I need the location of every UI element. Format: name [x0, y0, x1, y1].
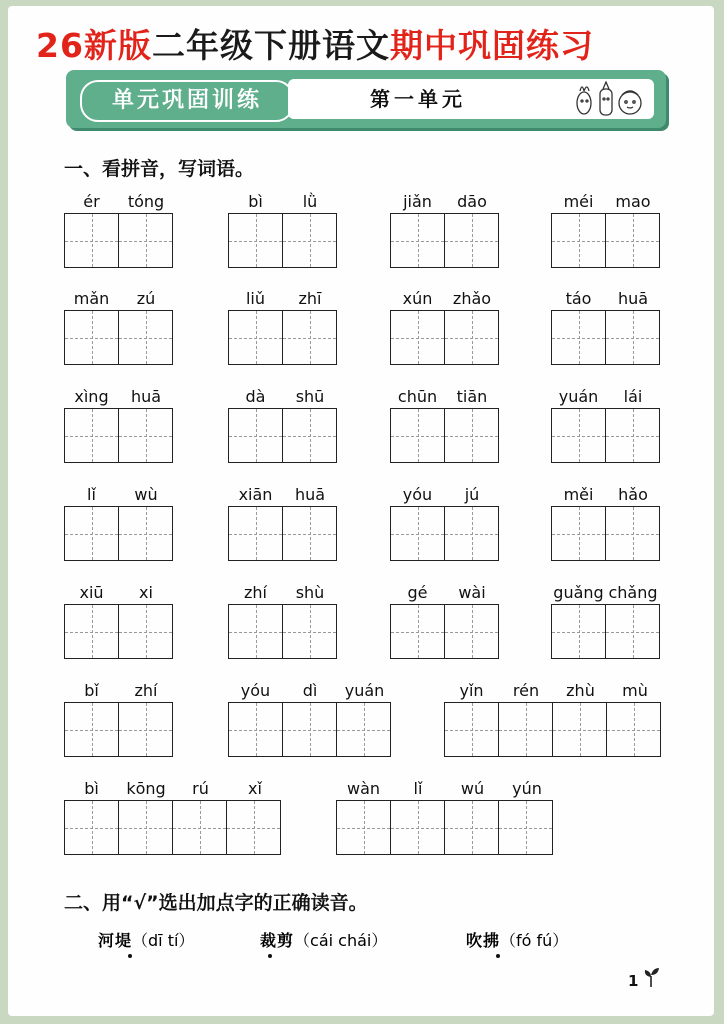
pinyin-syllable: huā	[294, 485, 326, 504]
pinyin-syllable: yún	[512, 779, 542, 798]
writing-cell[interactable]	[444, 506, 499, 561]
pinyin-syllable: huā	[617, 289, 649, 308]
vegetable-doodle-icon	[570, 81, 650, 117]
writing-cell[interactable]	[390, 506, 444, 561]
pinyin-syllable: bì	[84, 779, 99, 798]
pinyin-syllable: guǎng	[553, 583, 604, 602]
writing-cell[interactable]	[64, 408, 118, 463]
page-number: 1	[628, 972, 639, 990]
pinyin-syllable: bǐ	[84, 681, 99, 700]
writing-cell[interactable]	[118, 213, 173, 268]
pinyin-syllable: yuán	[344, 681, 385, 700]
writing-cell[interactable]	[390, 800, 444, 855]
tianzige-boxes	[390, 408, 499, 463]
writing-cell[interactable]	[282, 604, 337, 659]
pinyin-syllable: gé	[407, 583, 428, 602]
writing-cell[interactable]	[390, 604, 444, 659]
writing-cell[interactable]	[444, 800, 498, 855]
reading-choice-2-options: （cái chái）	[294, 931, 388, 950]
section-2-heading: 二、用“√”选出加点字的正确读音。	[64, 892, 368, 914]
unit-name: 第一单元	[370, 87, 466, 111]
tianzige-boxes	[390, 506, 499, 561]
title-part-3: 期中巩固练习	[389, 26, 594, 65]
writing-cell[interactable]	[118, 800, 172, 855]
pinyin-syllable: dà	[245, 387, 266, 406]
pinyin-syllable: xǐ	[248, 779, 262, 798]
writing-cell[interactable]	[390, 310, 444, 365]
tianzige-boxes	[551, 408, 660, 463]
pinyin-syllable: mù	[622, 681, 648, 700]
tianzige-boxes	[390, 604, 499, 659]
emphasis-dot	[128, 954, 132, 958]
pinyin-syllable: hǎo	[618, 485, 648, 504]
writing-cell[interactable]	[228, 604, 282, 659]
emphasis-dot	[268, 954, 272, 958]
worksheet-page	[8, 6, 714, 1016]
pinyin-syllable: zhī	[298, 289, 322, 308]
pinyin-syllable: yóu	[240, 681, 271, 700]
pinyin-syllable: měi	[563, 485, 594, 504]
pinyin-syllable: méi	[563, 192, 594, 211]
writing-cell[interactable]	[444, 604, 499, 659]
pinyin-syllable: xìng	[74, 387, 109, 406]
tianzige-boxes	[228, 506, 337, 561]
tianzige-boxes	[228, 310, 337, 365]
title-part-2: 二年级下册语文	[151, 26, 390, 65]
section-1-heading: 一、看拼音，写词语。	[64, 158, 255, 180]
unit-banner	[66, 70, 666, 128]
tianzige-boxes	[551, 213, 660, 268]
banner-right-panel	[288, 79, 654, 119]
pinyin-syllable: rén	[512, 681, 540, 700]
writing-cell[interactable]	[118, 310, 173, 365]
reading-choice-3	[466, 928, 568, 951]
writing-cell[interactable]	[605, 213, 660, 268]
tianzige-boxes	[390, 310, 499, 365]
pinyin-syllable: lǜ	[302, 192, 318, 211]
tianzige-boxes	[64, 408, 173, 463]
writing-cell[interactable]	[172, 800, 226, 855]
writing-cell[interactable]	[605, 310, 660, 365]
pinyin-syllable: wù	[134, 485, 158, 504]
writing-cell[interactable]	[551, 408, 605, 463]
tianzige-boxes	[64, 702, 173, 757]
pinyin-syllable: xiān	[238, 485, 273, 504]
pinyin-syllable: zú	[136, 289, 156, 308]
pinyin-syllable: chǎng	[608, 583, 658, 602]
page-title	[36, 20, 696, 64]
reading-choice-2-word: 裁剪	[260, 931, 295, 950]
reading-choice-1-word: 河堤	[98, 931, 133, 950]
writing-cell[interactable]	[498, 702, 552, 757]
pinyin-syllable: chūn	[397, 387, 438, 406]
pinyin-syllable: kōng	[126, 779, 166, 798]
writing-cell[interactable]	[390, 213, 444, 268]
pinyin-syllable: tóng	[127, 192, 165, 211]
pinyin-syllable: bì	[248, 192, 263, 211]
reading-choice-1	[98, 928, 194, 951]
writing-cell[interactable]	[228, 408, 282, 463]
pinyin-syllable: jú	[464, 485, 480, 504]
pinyin-syllable: mao	[615, 192, 651, 211]
pinyin-syllable: xiū	[79, 583, 104, 602]
pinyin-syllable: mǎn	[73, 289, 110, 308]
writing-cell[interactable]	[605, 506, 660, 561]
reading-choice-3-options: （fó fú）	[500, 931, 569, 950]
writing-cell[interactable]	[606, 702, 661, 757]
pinyin-syllable: yuán	[558, 387, 599, 406]
title-part-1: 26新版	[36, 26, 152, 65]
pinyin-syllable: shū	[295, 387, 325, 406]
reading-choice-3-word: 吹拂	[466, 931, 501, 950]
pinyin-syllable: wú	[460, 779, 485, 798]
pinyin-syllable: lǐ	[87, 485, 96, 504]
tianzige-boxes	[390, 213, 499, 268]
writing-cell[interactable]	[282, 408, 337, 463]
writing-cell[interactable]	[444, 408, 499, 463]
writing-cell[interactable]	[282, 506, 337, 561]
tianzige-boxes	[64, 800, 281, 855]
tianzige-boxes	[64, 213, 173, 268]
writing-cell[interactable]	[444, 702, 498, 757]
pinyin-syllable: rú	[192, 779, 209, 798]
writing-cell[interactable]	[336, 800, 390, 855]
writing-cell[interactable]	[118, 702, 173, 757]
writing-cell[interactable]	[226, 800, 281, 855]
pinyin-syllable: táo	[565, 289, 592, 308]
writing-cell[interactable]	[551, 604, 605, 659]
writing-cell[interactable]	[228, 310, 282, 365]
tianzige-boxes	[64, 604, 173, 659]
pinyin-syllable: zhí	[244, 583, 267, 602]
pinyin-syllable: wàn	[346, 779, 381, 798]
writing-cell[interactable]	[118, 506, 173, 561]
pinyin-syllable: xi	[139, 583, 153, 602]
sprout-icon	[642, 966, 662, 988]
pinyin-syllable: dì	[302, 681, 318, 700]
writing-cell[interactable]	[64, 604, 118, 659]
pinyin-syllable: huā	[130, 387, 162, 406]
writing-cell[interactable]	[228, 213, 282, 268]
reading-choice-1-options: （dī tí）	[132, 931, 195, 950]
tianzige-boxes	[228, 408, 337, 463]
pinyin-syllable: zhǎo	[452, 289, 492, 308]
pinyin-syllable: jiǎn	[403, 192, 432, 211]
pinyin-syllable: lái	[623, 387, 643, 406]
writing-cell[interactable]	[282, 702, 336, 757]
writing-cell[interactable]	[551, 310, 605, 365]
pinyin-syllable: yǐn	[459, 681, 484, 700]
pinyin-syllable: zhù	[566, 681, 595, 700]
pinyin-syllable: shù	[295, 583, 325, 602]
writing-cell[interactable]	[64, 213, 118, 268]
pinyin-syllable: wài	[458, 583, 486, 602]
writing-cell[interactable]	[336, 702, 391, 757]
tianzige-boxes	[551, 604, 660, 659]
tianzige-boxes	[336, 800, 553, 855]
pinyin-syllable: lǐ	[413, 779, 423, 798]
writing-cell[interactable]	[118, 408, 173, 463]
writing-cell[interactable]	[390, 408, 444, 463]
writing-cell[interactable]	[552, 702, 606, 757]
writing-cell[interactable]	[228, 702, 282, 757]
pinyin-syllable: dāo	[457, 192, 487, 211]
writing-cell[interactable]	[605, 408, 660, 463]
writing-cell[interactable]	[551, 213, 605, 268]
writing-cell[interactable]	[498, 800, 553, 855]
writing-cell[interactable]	[605, 604, 660, 659]
writing-cell[interactable]	[228, 506, 282, 561]
reading-choice-2	[260, 928, 387, 951]
tianzige-boxes	[551, 310, 660, 365]
pinyin-syllable: ér	[83, 192, 100, 211]
writing-cell[interactable]	[282, 310, 337, 365]
writing-cell[interactable]	[64, 702, 118, 757]
tianzige-boxes	[64, 506, 173, 561]
writing-cell[interactable]	[64, 310, 118, 365]
writing-cell[interactable]	[444, 213, 499, 268]
writing-cell[interactable]	[118, 604, 173, 659]
writing-cell[interactable]	[64, 506, 118, 561]
tianzige-boxes	[551, 506, 660, 561]
tianzige-boxes	[64, 310, 173, 365]
pinyin-syllable: yóu	[402, 485, 433, 504]
pinyin-syllable: xún	[402, 289, 433, 308]
pinyin-syllable: liǔ	[245, 289, 266, 308]
tianzige-boxes	[444, 702, 661, 757]
writing-cell[interactable]	[444, 310, 499, 365]
writing-cell[interactable]	[64, 800, 118, 855]
tianzige-boxes	[228, 702, 391, 757]
pinyin-syllable: zhí	[134, 681, 158, 700]
pinyin-syllable: tiān	[456, 387, 488, 406]
emphasis-dot	[496, 954, 500, 958]
banner-left-label: 单元巩固训练	[80, 80, 294, 122]
tianzige-boxes	[228, 604, 337, 659]
writing-cell[interactable]	[551, 506, 605, 561]
writing-cell[interactable]	[282, 213, 337, 268]
tianzige-boxes	[228, 213, 337, 268]
